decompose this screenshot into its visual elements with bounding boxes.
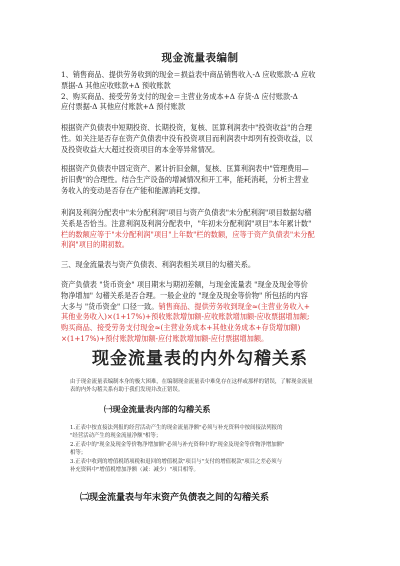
cashflow-line5: 购买商品、接受劳务支付现金≈(主营业务成本+其他业务成本+存货增加额) — [61, 323, 301, 333]
cashflow-paragraph — [61, 280, 357, 345]
investment-paragraph — [61, 123, 357, 155]
list-line: 1.正表中按直接法列报的经营活动产生的现金流量净额"必须与补充资料中按间接法列报的 — [70, 425, 283, 431]
section1-block — [61, 70, 357, 113]
cashflow-line2: 物净增加" 勾稽关系是否合理。一般企业的 "现金及现金等价物" 所包括的内容 — [61, 290, 308, 300]
cashflow-line3-black: 大多与 "货币资金" 口径一致。 — [61, 301, 159, 311]
intro-line: 由于现金流量表编制本身的极大困难，在编制现金流量表中难免存在这样或那样的错误，了解现金流量 — [70, 379, 313, 385]
cashflow-line3-red: 销售商品、提供劳务收到现金≈(主营业务收入+ — [158, 301, 310, 311]
cashflow-line4: 其他业务收入)×(1+17%)+预收账款增加额-应收账款增加额-应收票据增加额; — [61, 312, 310, 322]
internal-relations-list — [70, 424, 340, 474]
item1-line2: 票据-Δ 其他应收账款+Δ 预收账款 — [61, 80, 171, 90]
item2-line1: 2、购买商品、接受劳务支付的现金＝主营业务成本+Δ 存货-Δ 应付账款-Δ — [61, 91, 298, 101]
list-line: 2.正表中的"现金及现金等价物净增加额"必须与补充资料中的"现金及现金等价物净增加额" — [70, 441, 285, 448]
intro-line: 表的内外勾稽关系有助于我们发现并改正错误。 — [70, 387, 184, 394]
item1-line1: 1、销售商品、提供劳务收到的现金＝损益表中商品销售收入-Δ 应收账款-Δ 应收 — [61, 70, 316, 79]
cashflow-line6: ×(1+17%)+预付账款增加额-应付账款增加额-应付票据增加额。 — [61, 333, 269, 343]
profit-line: 关系是否恰当。注意利润及利润分配表中，"年初未分配利润"项目"本年累计数" — [61, 218, 312, 228]
list-line: 3.正表中收到的增值税销项税和退回的增值税款"项目与"支付的增值税款"项目之差必须与 — [70, 458, 283, 465]
intro-paragraph — [70, 378, 340, 395]
depreciation-line: 务收入的变动是否存在产能和能源消耗支撑。 — [61, 185, 205, 195]
profit-line-red: 栏的数额应等于"未分配利润"项目"上年数"栏的数额，应等于资产负债表"未分配 — [61, 229, 315, 239]
list-line: 相等； — [70, 450, 87, 457]
investment-line: 根据资产负债表中短期投资、长期投资，复核、匡算利润表中"投资收益"的合理 — [61, 123, 312, 132]
heading-internal-relations: ㈠现金流量表内部的勾稽关系 — [104, 404, 211, 414]
depreciation-line: 折旧费"的合理性。结合生产设备的增减情况和开工率，能耗消耗，分析主营业 — [61, 174, 309, 184]
investment-line: 性。如关注是否存在资产负债表中没有投资项目而利润表中却列有投资收益，以 — [61, 133, 313, 143]
doc-title: 现金流量表编制 — [161, 52, 239, 64]
profit-line: 利润及利润分配表中"未分配利润"项目与资产负债表"未分配利润"项目数据勾稽 — [61, 208, 312, 217]
investment-line: 及投资收益大大超过投资项目的本金等异常情况。 — [61, 144, 220, 154]
heading-balance-sheet-relations: ㈡现金流量表与年末资产负债表之间的勾稽关系 — [80, 493, 270, 503]
section3-heading: 三、现金流量表与资产负债表、利润表相关项目的勾稽关系。 — [61, 260, 256, 269]
list-line: 补充资料中"增值税增加净额（减：减少）"项目相等。 — [70, 467, 199, 474]
cashflow-line3 — [61, 302, 357, 313]
depreciation-line: 根据资产负债表中固定资产、累计折旧金额，复核、匡算利润表中"管理费用— — [61, 164, 309, 173]
profit-line-red: 利润"项目的期初数。 — [61, 240, 129, 250]
profit-paragraph — [61, 208, 357, 251]
cashflow-line1: 资产负债表 "货币资金" 项目期末与期初差额，与现金流量表 "现金及现金等价 — [61, 280, 308, 289]
item2-line2: 应付票据-Δ 其他应付账款+Δ 预付账款 — [61, 102, 186, 112]
list-line: "经营活动产生的现金流量净额"相等； — [70, 433, 162, 440]
section-title-large: 现金流量表的内外勾稽关系 — [92, 349, 308, 369]
depreciation-paragraph — [61, 164, 357, 196]
